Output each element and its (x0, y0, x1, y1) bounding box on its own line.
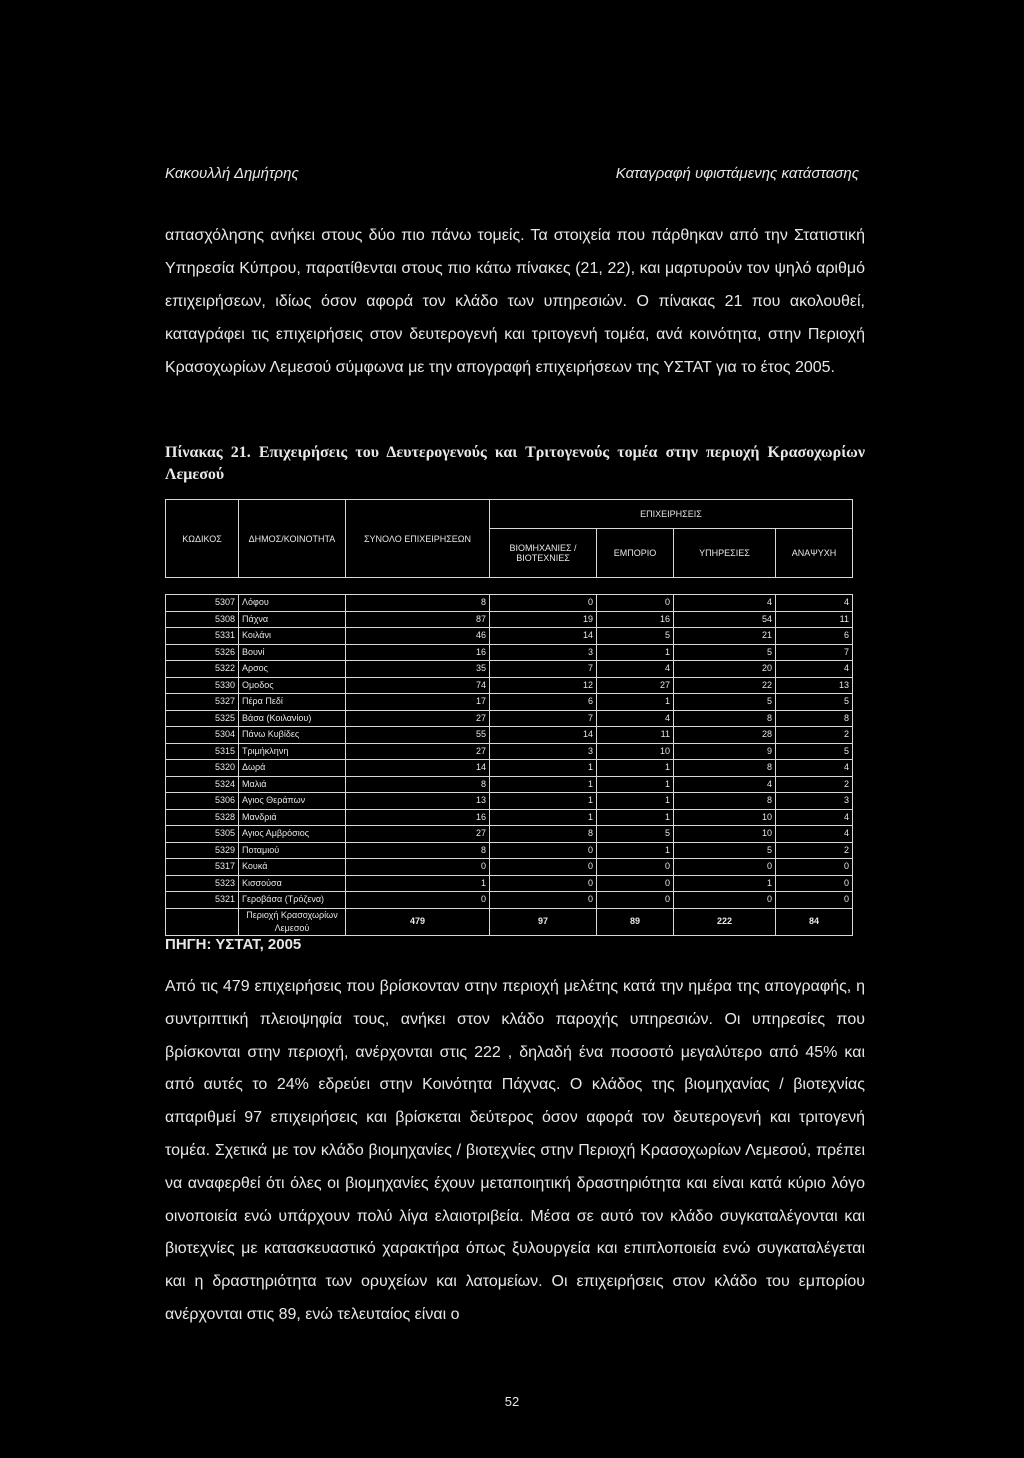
header-author: Κακουλλή Δημήτρης (165, 165, 299, 182)
row-services: 8 (674, 793, 776, 810)
row-commerce: 1 (597, 760, 674, 777)
table-row (166, 611, 853, 628)
table-row (166, 776, 853, 793)
row-services: 10 (674, 826, 776, 843)
row-total: 46 (346, 628, 490, 645)
total-industry: 97 (490, 908, 597, 935)
row-total: 8 (346, 842, 490, 859)
row-services: 28 (674, 727, 776, 744)
row-total: 13 (346, 793, 490, 810)
row-industry: 1 (490, 760, 597, 777)
row-industry: 0 (490, 595, 597, 612)
intro-paragraph: απασχόλησης ανήκει στους δύο πιο πάνω τομείς. Τα στοιχεία που πάρθηκαν από την Στατιστική Υπηρεσία Κύπρου, παρατίθενται στους πιο κάτω πίνακες (21, 22), και μαρτυρούν τον ψηλό αριθμό επιχειρήσεων, ιδίως όσον αφορά τον κλάδο των υπηρεσιών. Ο πίνακας 21 που ακολουθεί, καταγράφει τις επιχειρήσεις στον δευτερογενή και τριτογενή τομέα, ανά κοινότητα, στην Περιοχή Κρασοχωρίων Λεμεσού σύμφωνα με την απογραφή επιχειρήσεων της ΥΣΤΑΤ για το έτος 2005. (165, 227, 865, 376)
row-total: 87 (346, 611, 490, 628)
row-industry: 0 (490, 875, 597, 892)
row-code: 5315 (166, 743, 239, 760)
header-total: ΣΥΝΟΛΟ ΕΠΙΧΕΙΡΗΣΕΩΝ (346, 500, 490, 578)
row-code: 5330 (166, 677, 239, 694)
row-total: 17 (346, 694, 490, 711)
row-community: Αγιος Θεράπων (239, 793, 346, 810)
page-number: 52 (504, 1394, 520, 1409)
row-code: 5327 (166, 694, 239, 711)
row-leisure: 0 (776, 892, 853, 909)
header-spacer (166, 578, 853, 595)
table-row (166, 710, 853, 727)
table-row (166, 727, 853, 744)
row-leisure: 2 (776, 842, 853, 859)
total-name: Περιοχή Κρασοχωρίων Λεμεσού (239, 908, 346, 935)
row-commerce: 16 (597, 611, 674, 628)
row-code: 5326 (166, 644, 239, 661)
row-community: Κισσούσα (239, 875, 346, 892)
row-community: Ομοδος (239, 677, 346, 694)
row-code: 5320 (166, 760, 239, 777)
row-industry: 12 (490, 677, 597, 694)
table-row (166, 677, 853, 694)
row-commerce: 11 (597, 727, 674, 744)
row-commerce: 0 (597, 859, 674, 876)
header-businesses-group: ΕΠΙΧΕΙΡΗΣΕΙΣ (490, 500, 853, 529)
total-services: 222 (674, 908, 776, 935)
row-commerce: 1 (597, 809, 674, 826)
row-leisure: 7 (776, 644, 853, 661)
row-total: 27 (346, 710, 490, 727)
row-commerce: 1 (597, 842, 674, 859)
row-community: Πέρα Πεδί (239, 694, 346, 711)
row-services: 5 (674, 694, 776, 711)
row-community: Πάνω Κυβίδες (239, 727, 346, 744)
table-row (166, 743, 853, 760)
row-code: 5328 (166, 809, 239, 826)
row-services: 20 (674, 661, 776, 678)
total-total: 479 (346, 908, 490, 935)
row-industry: 14 (490, 727, 597, 744)
row-services: 9 (674, 743, 776, 760)
row-services: 1 (674, 875, 776, 892)
row-services: 22 (674, 677, 776, 694)
total-commerce: 89 (597, 908, 674, 935)
total-leisure: 84 (776, 908, 853, 935)
row-commerce: 10 (597, 743, 674, 760)
row-leisure: 13 (776, 677, 853, 694)
row-industry: 3 (490, 644, 597, 661)
row-code: 5304 (166, 727, 239, 744)
row-leisure: 4 (776, 595, 853, 612)
row-code: 5324 (166, 776, 239, 793)
row-community: Κουκά (239, 859, 346, 876)
row-leisure: 3 (776, 793, 853, 810)
row-commerce: 4 (597, 661, 674, 678)
table-row (166, 842, 853, 859)
row-industry: 14 (490, 628, 597, 645)
row-industry: 0 (490, 859, 597, 876)
table-row (166, 892, 853, 909)
row-commerce: 1 (597, 694, 674, 711)
businesses-table (165, 499, 853, 936)
row-community: Μανδριά (239, 809, 346, 826)
row-commerce: 1 (597, 776, 674, 793)
row-total: 0 (346, 892, 490, 909)
table-row (166, 661, 853, 678)
row-services: 21 (674, 628, 776, 645)
row-services: 4 (674, 595, 776, 612)
row-industry: 1 (490, 776, 597, 793)
header-code: ΚΩΔΙΚΟΣ (166, 500, 239, 578)
row-code: 5329 (166, 842, 239, 859)
row-commerce: 4 (597, 710, 674, 727)
table-row (166, 859, 853, 876)
row-total: 16 (346, 809, 490, 826)
table-row (166, 793, 853, 810)
running-header (165, 165, 859, 189)
row-community: Μαλιά (239, 776, 346, 793)
row-industry: 7 (490, 661, 597, 678)
row-code: 5307 (166, 595, 239, 612)
row-services: 10 (674, 809, 776, 826)
row-industry: 0 (490, 842, 597, 859)
row-total: 27 (346, 743, 490, 760)
table-row (166, 809, 853, 826)
row-leisure: 4 (776, 826, 853, 843)
header-section-title: Καταγραφή υφιστάμενης κατάστασης (615, 165, 859, 182)
row-total: 16 (346, 644, 490, 661)
row-community: Αρσος (239, 661, 346, 678)
row-industry: 8 (490, 826, 597, 843)
row-leisure: 0 (776, 875, 853, 892)
row-industry: 3 (490, 743, 597, 760)
row-code: 5317 (166, 859, 239, 876)
table-row (166, 826, 853, 843)
row-community: Λόφου (239, 595, 346, 612)
row-community: Κοιλάνι (239, 628, 346, 645)
table-row (166, 875, 853, 892)
row-community: Βουνί (239, 644, 346, 661)
table-row (166, 644, 853, 661)
table-row (166, 760, 853, 777)
row-total: 0 (346, 859, 490, 876)
row-total: 8 (346, 776, 490, 793)
row-leisure: 4 (776, 809, 853, 826)
row-leisure: 4 (776, 661, 853, 678)
row-services: 0 (674, 859, 776, 876)
header-leisure: ΑΝΑΨΥΧΗ (776, 529, 853, 578)
header-industry: ΒΙΟΜΗΧΑΝΙΕΣ / ΒΙΟΤΕΧΝΙΕΣ (490, 529, 597, 578)
table-caption: Πίνακας 21. Επιχειρήσεις του Δευτερογενούς και Τριτογενούς τομέα στην περιοχή Κρασοχωρίων Λεμεσού (165, 444, 865, 483)
row-industry: 1 (490, 793, 597, 810)
row-leisure: 8 (776, 710, 853, 727)
row-code: 5331 (166, 628, 239, 645)
row-leisure: 11 (776, 611, 853, 628)
row-leisure: 2 (776, 727, 853, 744)
row-services: 54 (674, 611, 776, 628)
row-community: Τριμήκληνη (239, 743, 346, 760)
row-community: Αγιος Αμβρόσιος (239, 826, 346, 843)
row-industry: 0 (490, 892, 597, 909)
table-row (166, 595, 853, 612)
table-row (166, 694, 853, 711)
row-community: Ποταμιού (239, 842, 346, 859)
row-leisure: 6 (776, 628, 853, 645)
row-total: 14 (346, 760, 490, 777)
row-code: 5322 (166, 661, 239, 678)
row-services: 0 (674, 892, 776, 909)
row-code: 5305 (166, 826, 239, 843)
row-total: 27 (346, 826, 490, 843)
row-services: 8 (674, 710, 776, 727)
row-code: 5306 (166, 793, 239, 810)
header-community: ΔΗΜΟΣ/ΚΟΙΝΟΤΗΤΑ (239, 500, 346, 578)
row-leisure: 0 (776, 859, 853, 876)
row-community: Δωρά (239, 760, 346, 777)
row-leisure: 4 (776, 760, 853, 777)
row-total: 8 (346, 595, 490, 612)
row-industry: 19 (490, 611, 597, 628)
row-leisure: 5 (776, 743, 853, 760)
row-commerce: 27 (597, 677, 674, 694)
row-leisure: 2 (776, 776, 853, 793)
analysis-paragraph: Από τις 479 επιχειρήσεις που βρίσκονταν στην περιοχή μελέτης κατά την ημέρα της απογραφής, η συντριπτική πλειοψηφία τους, ανήκει στον κλάδο παροχής υπηρεσιών. Οι υπηρεσίες που βρίσκονται στην περιοχή, ανέρχονται στις 222 , δηλαδή ένα ποσοστό μεγαλύτερο από 45% και από αυτές το 24% εδρεύει στην Κοινότητα Πάχνας. Ο κλάδος της βιομηχανίας / βιοτεχνίας απαριθμεί 97 επιχειρήσεις και βρίσκεται δεύτερος όσον αφορά τον δευτερογενή και τριτογενή τομέα. Σχετικά με τον κλάδο βιομηχανίες / βιοτεχνίες στην Περιοχή Κρασοχωρίων Λεμεσού, πρέπει να αναφερθεί ότι όλες οι βιομηχανίες έχουν μεταποιητική δραστηριότητα και είναι κατά κύριο λόγο οινοποιεία ενώ υπάρχουν πολύ λίγα ελαιοτριβεία. Μέσα σε αυτό τον κλάδο συγκαταλέγονται και βιοτεχνίες με κατασκευαστικό χαρακτήρα όπως ξυλουργεία και επιπλοποιεία ενώ συγκαταλέγεται και η δραστηριότητα των ορυχείων και λατομείων. Οι επιχειρήσεις στον κλάδο του εμπορίου ανέρχονται στις 89, ενώ τελευταίος είναι ο (165, 978, 865, 1323)
header-services: ΥΠΗΡΕΣΙΕΣ (674, 529, 776, 578)
row-code: 5323 (166, 875, 239, 892)
row-community: Γεροβάσα (Τρόζενα) (239, 892, 346, 909)
row-code: 5325 (166, 710, 239, 727)
row-commerce: 0 (597, 875, 674, 892)
total-code (166, 908, 239, 935)
row-commerce: 0 (597, 595, 674, 612)
row-services: 4 (674, 776, 776, 793)
table-source: ΠΗΓΗ: ΥΣΤΑΤ, 2005 (165, 936, 302, 953)
table-body (166, 595, 853, 909)
row-commerce: 1 (597, 644, 674, 661)
row-community: Πάχνα (239, 611, 346, 628)
row-leisure: 5 (776, 694, 853, 711)
row-services: 5 (674, 842, 776, 859)
row-community: Βάσα (Κοιλανίου) (239, 710, 346, 727)
row-commerce: 0 (597, 892, 674, 909)
row-industry: 7 (490, 710, 597, 727)
row-services: 5 (674, 644, 776, 661)
row-industry: 6 (490, 694, 597, 711)
row-services: 8 (674, 760, 776, 777)
row-total: 1 (346, 875, 490, 892)
row-total: 74 (346, 677, 490, 694)
row-industry: 1 (490, 809, 597, 826)
row-commerce: 5 (597, 628, 674, 645)
row-total: 35 (346, 661, 490, 678)
row-code: 5321 (166, 892, 239, 909)
row-commerce: 1 (597, 793, 674, 810)
row-code: 5308 (166, 611, 239, 628)
header-commerce: ΕΜΠΟΡΙΟ (597, 529, 674, 578)
row-commerce: 5 (597, 826, 674, 843)
table-row (166, 628, 853, 645)
table-total-row (166, 908, 853, 935)
row-total: 55 (346, 727, 490, 744)
